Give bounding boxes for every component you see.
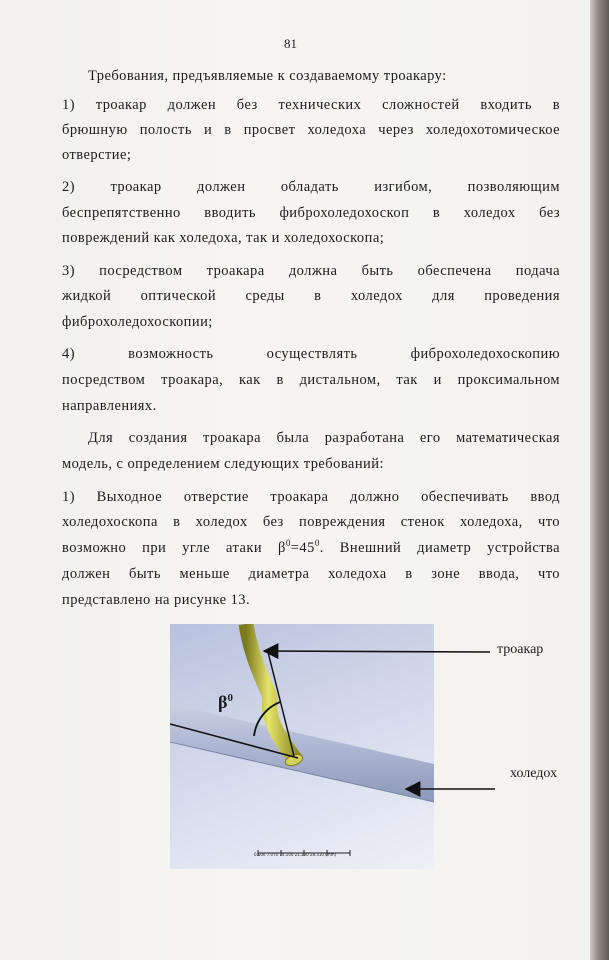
text-line: направлениях. (62, 398, 157, 414)
text-line: представлено на рисунке 13. (62, 592, 251, 608)
duct-body (170, 704, 434, 802)
text-line: 1) троакар должен без технических сложностей входить в (62, 97, 560, 113)
figure-trocar-model (170, 624, 434, 869)
text-line: беспрепятственно вводить фиброхоледохоскоп в холедох без (62, 205, 560, 221)
text-line: должен быть меньше диаметра холедоха в зоне ввода, что (62, 566, 560, 582)
callout-trocar-label: троакар (497, 642, 544, 657)
angle-label: $\beta^0$ (218, 692, 233, 712)
superscript: 0 (285, 538, 291, 549)
text-line (62, 540, 560, 557)
text-line: 3) посредством троакара должна быть обеспечена подача (62, 263, 560, 279)
text-fragment: возможно при угле атаки β (62, 540, 286, 556)
scale-text: 0.000 7.070 14.100 21.200 28.310 (mm) (254, 852, 337, 857)
text-line: жидкой оптической среды в холедох для проведения (62, 288, 560, 304)
figure-illustration (170, 624, 434, 869)
text-line: фиброхоледохоскопии; (62, 314, 213, 330)
page-number: 81 (284, 36, 297, 51)
page-edge-shadow (590, 0, 609, 960)
text-line: Для создания троакара была разработана его математическая (88, 430, 560, 446)
text-line: модель, с определением следующих требований: (62, 456, 384, 472)
text-line: 2) троакар должен обладать изгибом, позволяющим (62, 179, 560, 195)
text-line: брюшную полость и в просвет холедоха через холедохотомическое (62, 122, 560, 138)
text-line: отверстие; (62, 147, 132, 163)
text-fragment: . Внешний диаметр устройства (319, 540, 560, 556)
text-line: 1) Выходное отверстие троакара должно обеспечивать ввод (62, 489, 560, 505)
text-line: Требования, предъявляемые к создаваемому троакару: (88, 68, 447, 84)
text-line: холедохоскопа в холедох без повреждения стенок холедоха, что (62, 514, 560, 530)
text-line: повреждений как холедоха, так и холедохоскопа; (62, 230, 385, 246)
superscript: 0 (314, 538, 320, 549)
text-line: 4) возможность осуществлять фиброхоледохоскопию (62, 346, 560, 362)
text-fragment: =45 (290, 540, 315, 556)
text-line: посредством троакара, как в дистальном, так и проксимальном (62, 372, 560, 388)
callout-duct-label: холедох (510, 766, 558, 781)
